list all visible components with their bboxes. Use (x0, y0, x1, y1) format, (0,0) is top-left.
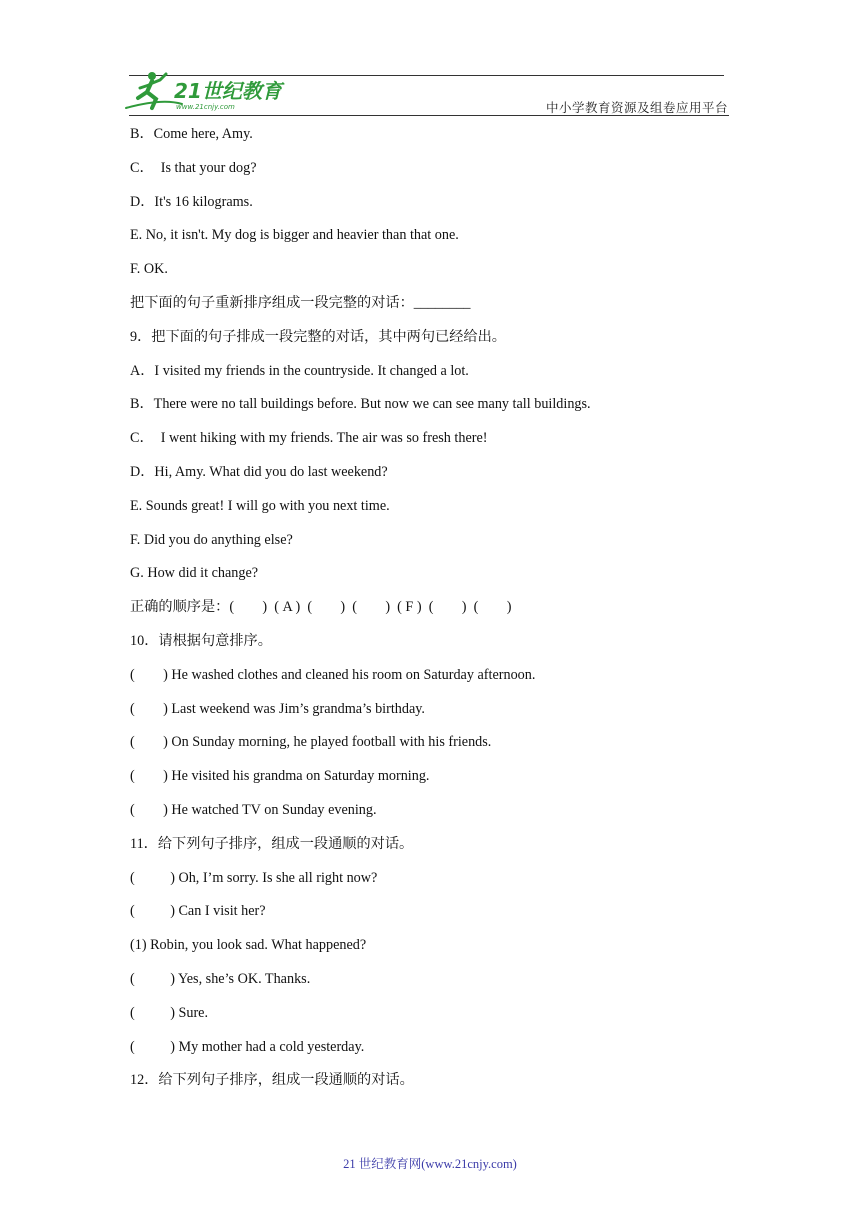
text-line: ( ) He washed clothes and cleaned his room on Saturday afternoon. (130, 666, 536, 683)
text-line: ( ) Sure. (130, 1004, 209, 1021)
question-12-heading: 12．给下列句子排序，组成一段通顺的对话。 (130, 1072, 414, 1089)
text-line: A．I visited my friends in the countryside. It changed a lot. (130, 362, 469, 379)
text-line: 把下面的句子重新排序组成一段完整的对话：________ (130, 294, 471, 311)
question-11-heading: 11．给下列句子排序，组成一段通顺的对话。 (130, 835, 414, 852)
text-line: (1) Robin, you look sad. What happened? (130, 937, 367, 954)
answer-order-line: 正确的顺序是：( ) ( A ) ( ) ( ) ( F ) ( ) ( ) (130, 599, 512, 616)
text-line: ( ) Yes, she’s OK. Thanks. (130, 970, 311, 987)
text-line: E. Sounds great! I will go with you next time. (130, 497, 390, 514)
text-line: G. How did it change? (130, 565, 259, 582)
document-body (130, 124, 730, 1104)
text-line: ( ) He watched TV on Sunday evening. (130, 801, 377, 818)
text-line: B．Come here, Amy. (130, 126, 253, 142)
text-line: ( ) On Sunday morning, he played football with his friends. (130, 734, 492, 751)
text-line: D．Hi, Amy. What did you do last weekend? (130, 463, 388, 480)
text-line: D．It's 16 kilograms. (130, 193, 253, 210)
logo-url: www.21cnjy.com (176, 103, 235, 111)
question-9-heading: 9．把下面的句子排成一段完整的对话，其中两句已经给出。 (130, 328, 506, 345)
text-line: E. No, it isn't. My dog is bigger and heavier than that one. (130, 227, 459, 244)
text-line: ( ) He visited his grandma on Saturday morning. (130, 768, 430, 785)
question-10-heading: 10．请根据句意排序。 (130, 632, 272, 649)
header-rule-bottom (129, 115, 729, 116)
logo-21cnjy (122, 68, 292, 114)
text-line: ( ) Can I visit her? (130, 903, 266, 920)
text-line: ( ) Oh, I’m sorry. Is she all right now? (130, 869, 378, 886)
logo-text: 21世纪教育 (174, 79, 282, 103)
text-line: B．There were no tall buildings before. But now we can see many tall buildings. (130, 396, 591, 413)
text-line: C． Is that your dog? (130, 159, 257, 176)
text-line: F. OK. (130, 261, 168, 278)
text-line: C． I went hiking with my friends. The air was so fresh there! (130, 430, 488, 447)
footer-source: 21 世纪教育网(www.21cnjy.com) (343, 1157, 517, 1171)
text-line: F. Did you do anything else? (130, 531, 293, 548)
header-platform-name: 中小学教育资源及组卷应用平台 (545, 100, 728, 115)
text-line: ( ) My mother had a cold yesterday. (130, 1038, 365, 1055)
text-line: ( ) Last weekend was Jim’s grandma’s birthday. (130, 700, 425, 717)
